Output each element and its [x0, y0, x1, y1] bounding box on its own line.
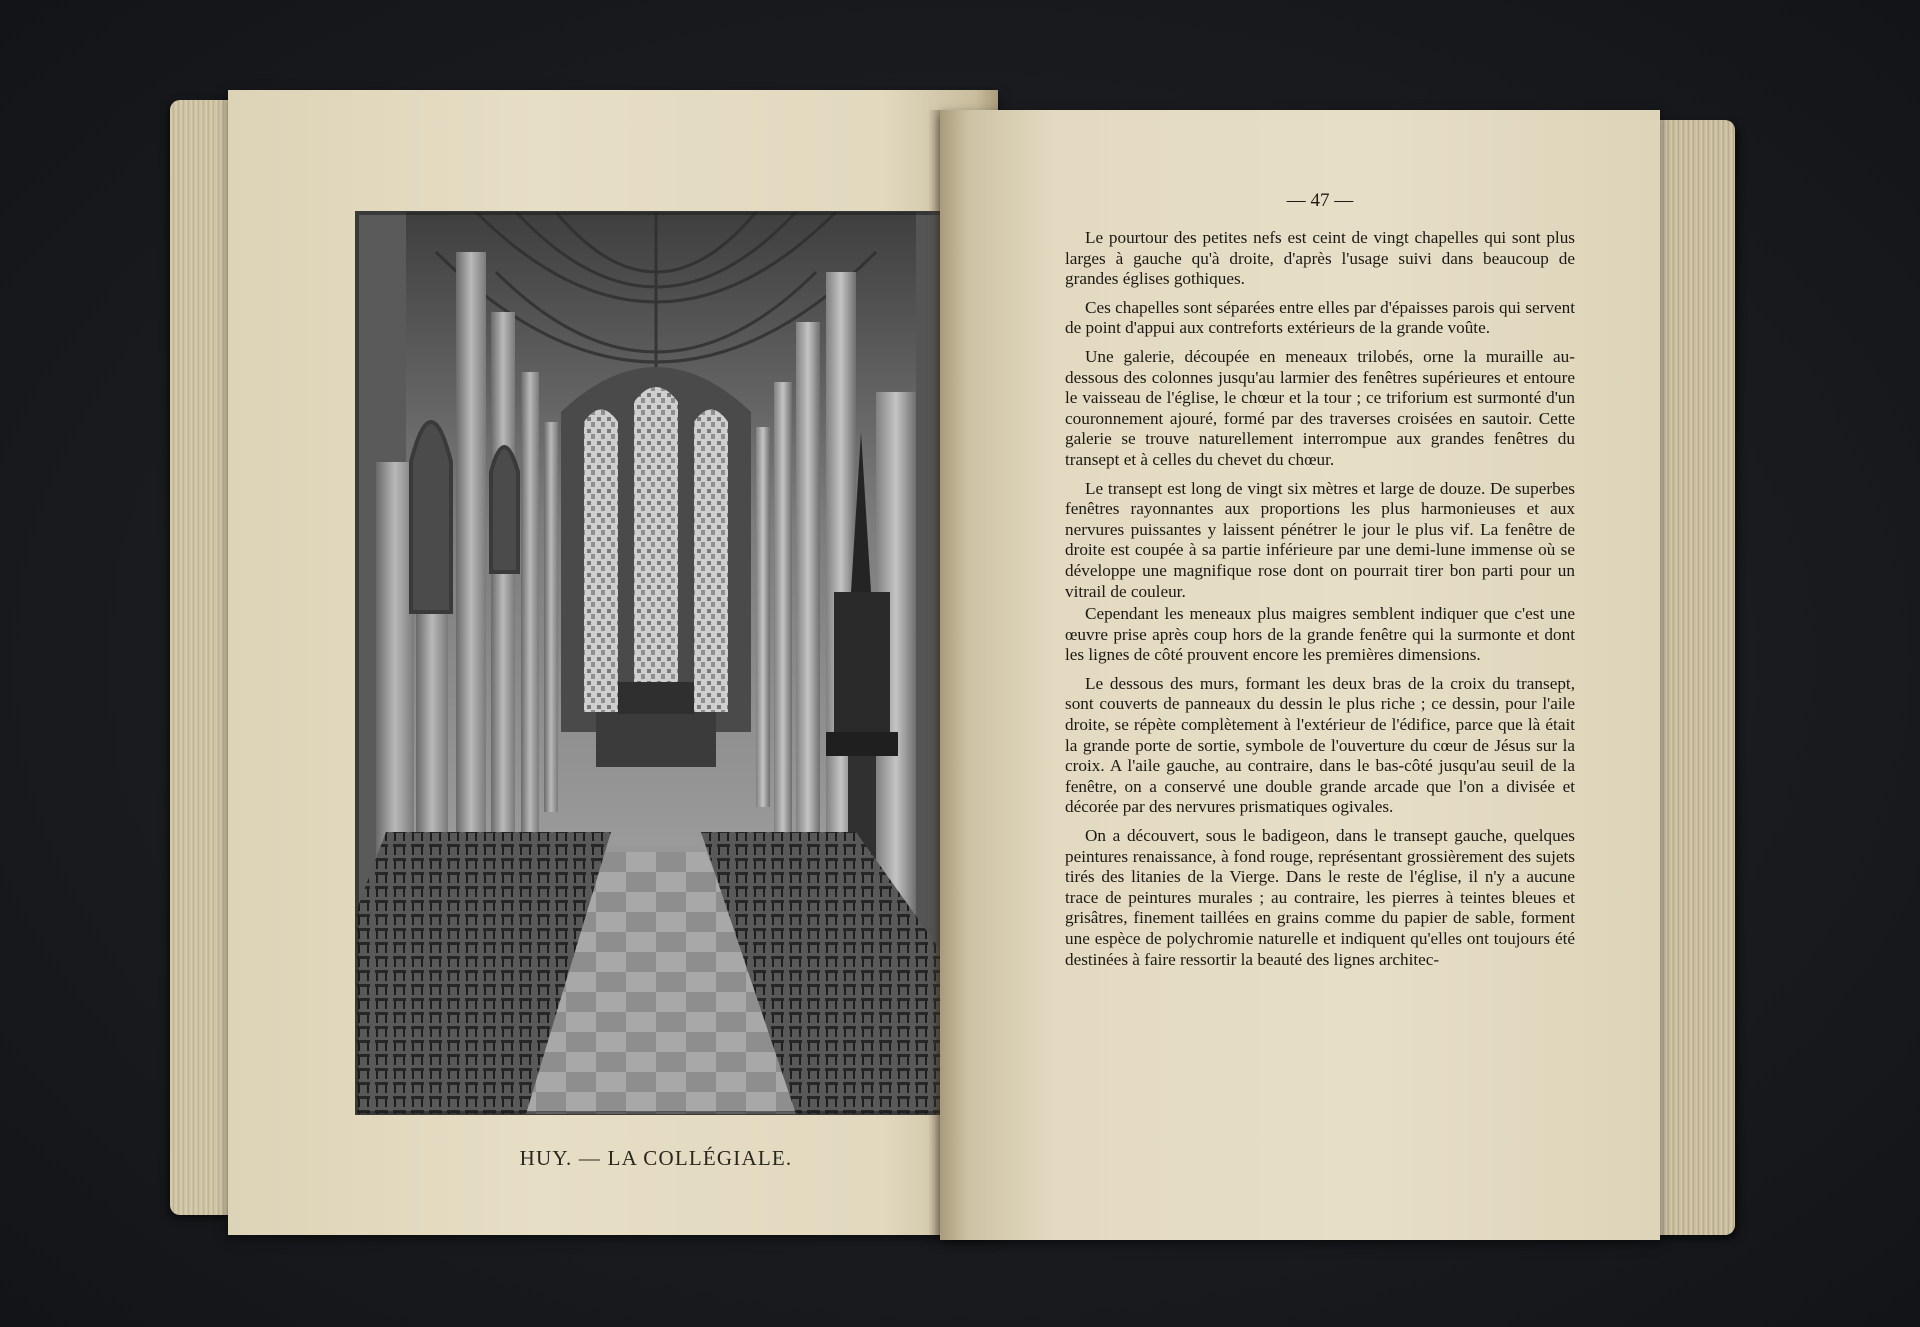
cathedral-photograph [356, 212, 956, 1114]
cathedral-nave-illustration [356, 212, 956, 1114]
paragraph: On a découvert, sous le badigeon, dans le transept gauche, quelques peintures renaissance, à fond rouge, représentant grossièrement des sujets tirés des litanies de la Vierge. Dans le reste de l'église, il n'y a aucune trace de peintures murales ; au contraire, les pierres à teintes bleues et grisâtres, finement taillées en grains comme du papier de sable, forment une espèce de polychromie naturelle et indiquent qu'elles ont toujours été destinées à faire ressortir la beauté des lignes architec- [1065, 826, 1575, 969]
paragraph: Le transept est long de vingt six mètres et large de douze. De superbes fenêtres rayonnantes aux proportions les plus harmonieuses et aux nervures puissantes y laissent pénétrer le jour le plus vif. La fenêtre de droite est coupée à sa partie inférieure par une demi-lune immense où se développe une magnifique rose dont on pourrait tirer bon parti pour un vitrail de couleur. [1065, 478, 1575, 601]
page-number: — 47 — [1286, 190, 1354, 211]
paragraph: Cependant les meneaux plus maigres semblent indiquer que c'est une œuvre prise après coup hors de la grande fenêtre qui la surmonte et dont les lignes de côté prouvent encore les premières dimensions. [1065, 604, 1575, 665]
paragraph: Une galerie, découpée en meneaux trilobés, orne la muraille au-dessous des colonnes jusqu'au larmier des fenêtres supérieures et entoure le vaisseau de l'église, le chœur et la tour ; ce triforium est surmonté d'un couronnement ajouré, formé par des traverses croisées en sautoir. Cette galerie se trouve naturellement interrompue aux grandes fenêtres du transept et à celles du chevet du chœur. [1065, 346, 1575, 469]
paragraph: Le pourtour des petites nefs est ceint de vingt chapelles qui sont plus larges à gauche qu'à droite, d'après l'usage suivi dans beaucoup de grandes églises gothiques. [1065, 228, 1575, 289]
left-page-edges [170, 100, 230, 1215]
photo-caption: HUY. — LA COLLÉGIALE. [519, 1146, 793, 1170]
paragraph: Ces chapelles sont séparées entre elles par d'épaisses parois qui servent de point d'appui aux contreforts extérieurs de la grande voûte. [1065, 297, 1575, 338]
right-page-edges [1655, 120, 1735, 1235]
left-page [228, 90, 998, 1235]
paragraph: Le dessous des murs, formant les deux bras de la croix du transept, sont couverts de panneaux du dessin le plus riche ; ce dessin, pour l'aile droite, se répète complètement à l'extérieur de l'édifice, parce que là était la grande porte de sortie, symbole de l'ouverture du cœur de Jésus sur la croix. A l'aile gauche, au contraire, dans le bas-côté jusqu'au seuil de la fenêtre, on a conservé une double grande arcade que l'on a divisée et décorée par des nervures prismatiques ogivales. [1065, 673, 1575, 817]
open-book [170, 90, 1745, 1240]
page-text [1065, 228, 1575, 978]
